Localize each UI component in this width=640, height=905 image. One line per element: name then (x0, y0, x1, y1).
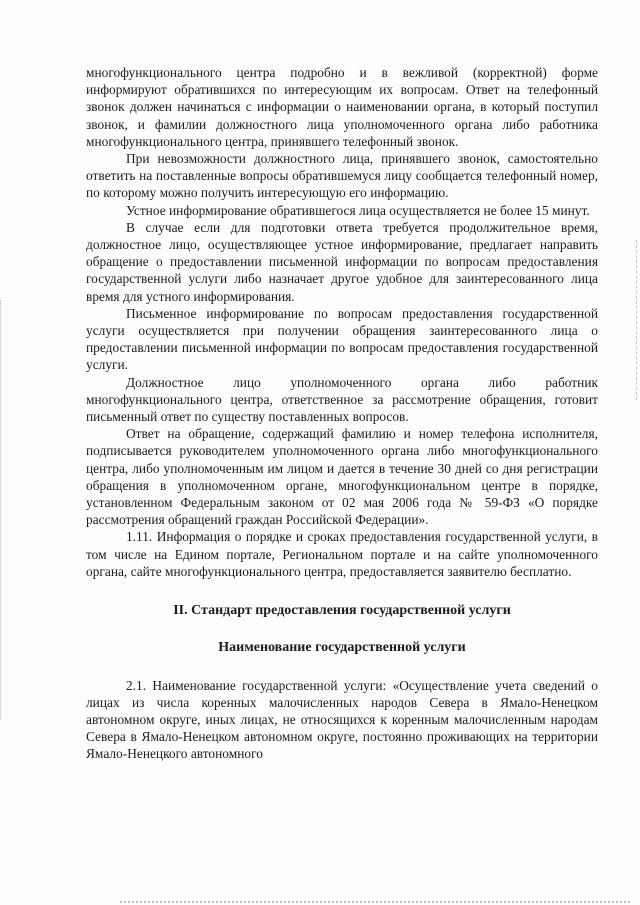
paragraph-1-11: 1.11. Информация о порядке и сроках предоставления государственной услуги, в том числе на Едином портале, Региональном портале и на сайте уполномоченного органа, сайте многофункционального центра, предоставляется заявителю бесплатно. (86, 529, 598, 579)
scan-edge-bottom (120, 898, 630, 903)
scan-edge-left (0, 300, 7, 720)
paragraph-2-1: 2.1. Наименование государственной услуги: «Осуществление учета сведений о лицах из числа коренных малочисленных народов Севера в Ямало-Ненецком автономном округе, иных лицах, не относящихся к коренным малочисленным народам Севера в Ямало-Ненецком автономном округе, постоянно проживающих на территории Ямало-Ненецкого автономного (86, 677, 598, 762)
paragraph-long-answer: В случае если для подготовки ответа требуется продолжительное время, должностное лицо, осуществляющее устное информирование, предлагает направить обращение о предоставлении письменной информации по вопросам предоставления государственной услуги либо назначает другое удобное для заинтересованного лица время для устного информирования. (86, 219, 598, 304)
document-body (86, 64, 598, 763)
paragraph-written-info: Письменное информирование по вопросам предоставления государственной услуги осуществляется при получении обращения заинтересованного лица о предоставлении письменной информации по вопросам предоставления государственной услуги. (86, 305, 598, 373)
paragraph-continuation: многофункционального центра подробно и в вежливой (корректной) форме информируют обратившихся по интересующим их вопросам. Ответ на телефонный звонок должен начинаться с информации о наименовании органа, в который поступил звонок, и фамилии должностного лица уполномоченного органа либо работника многофункционального центра, принявшего телефонный звонок. (86, 65, 598, 149)
paragraph-oral-duration: Устное информирование обратившегося лица осуществляется не более 15 минут. (126, 202, 590, 218)
scan-edge-right (634, 240, 637, 400)
paragraph-responsible-official: Должностное лицо уполномоченного органа либо работник многофункционального центра, ответственное за рассмотрение обращения, готовит письменный ответ по существу поставленных вопросов. (86, 374, 598, 425)
section-heading: II. Стандарт предоставления государственной услуги (173, 603, 511, 619)
paragraph-no-answer: При невозможности должностного лица, принявшего звонок, самостоятельно ответить на поставленные вопросы обратившемуся лицу сообщается телефонный номер, по которому можно получить интересующую его информацию. (86, 151, 598, 201)
subheading: Наименование государственной услуги (218, 640, 466, 656)
paragraph-answer-signing: Ответ на обращение, содержащий фамилию и номер телефона исполнителя, подписывается руководителем уполномоченного органа либо многофункционального центра, либо уполномоченным им лицом и дается в течение 30 дней со дня регистрации обращения в уполномоченном органе, многофункциональном центре в порядке, установленном Федеральным законом от 02 мая 2006 года № 59-ФЗ «О порядке рассмотрения обращений граждан Российской Федерации». (86, 426, 598, 528)
